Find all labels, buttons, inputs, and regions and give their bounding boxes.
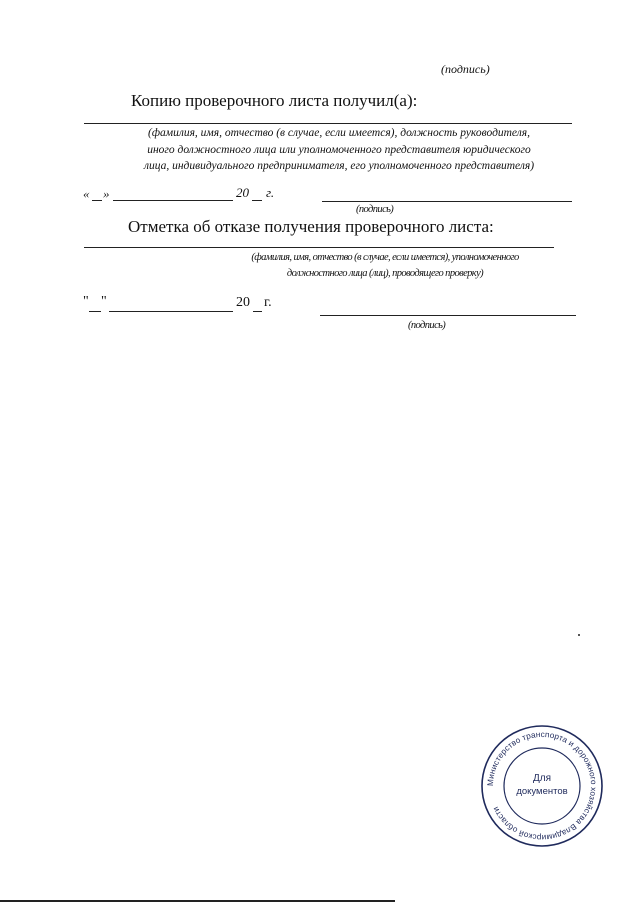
receipt-heading: Копию проверочного листа получил(а): [131,91,418,110]
refusal-date-day-blank [89,311,101,312]
refusal-signature-line [320,315,576,316]
scan-speck [578,634,580,636]
receipt-signature-line [322,201,572,202]
receipt-caption-line-2: иного должностного лица или уполномоченного представителя юридического [147,144,531,156]
refusal-signature-caption: (подпись) [408,320,446,331]
receipt-date-year-prefix: 20 [236,185,249,200]
seal-center-line-2: документов [516,786,568,797]
refusal-date-quote-close: " [101,294,107,309]
receipt-caption-line-3: лица, индивидуального предпринимателя, его уполномоченного представителя) [143,160,535,172]
receipt-date-month-blank [113,200,233,201]
receipt-date-year-suffix: г. [266,185,275,200]
seal-stamp [478,722,606,850]
refusal-date-year-blank [253,311,262,312]
seal-center-line-1: Для [532,773,552,784]
receipt-name-line [84,123,572,124]
refusal-name-line [84,247,554,248]
receipt-caption-line-1: (фамилия, имя, отчество (в случае, если имеется), должность руководителя, [147,127,530,139]
refusal-date-quote-open: " [83,294,89,309]
top-signature-caption: (подпись) [441,62,490,76]
refusal-date-month-blank [109,311,233,312]
refusal-date-year-suffix: г. [264,295,272,310]
page-bottom-rule [0,900,395,902]
receipt-date-year-blank [252,200,262,201]
refusal-caption-line-2: должностного лица (лиц), проводящего проверку) [286,268,484,279]
receipt-signature-caption: (подпись) [356,204,394,215]
refusal-date-year-prefix: 20 [236,295,250,310]
receipt-date-quote-open: « [83,186,90,201]
seal-ring-text: Министерство транспорта и дорожного хозяйства Владимирской области [485,729,599,843]
receipt-date-day-blank [92,200,102,201]
refusal-heading: Отметка об отказе получения проверочного листа: [128,217,494,236]
receipt-date-quote-close: » [103,186,110,201]
refusal-caption-line-1: (фамилия, имя, отчество (в случае, если имеется), уполномоченного [251,252,519,263]
